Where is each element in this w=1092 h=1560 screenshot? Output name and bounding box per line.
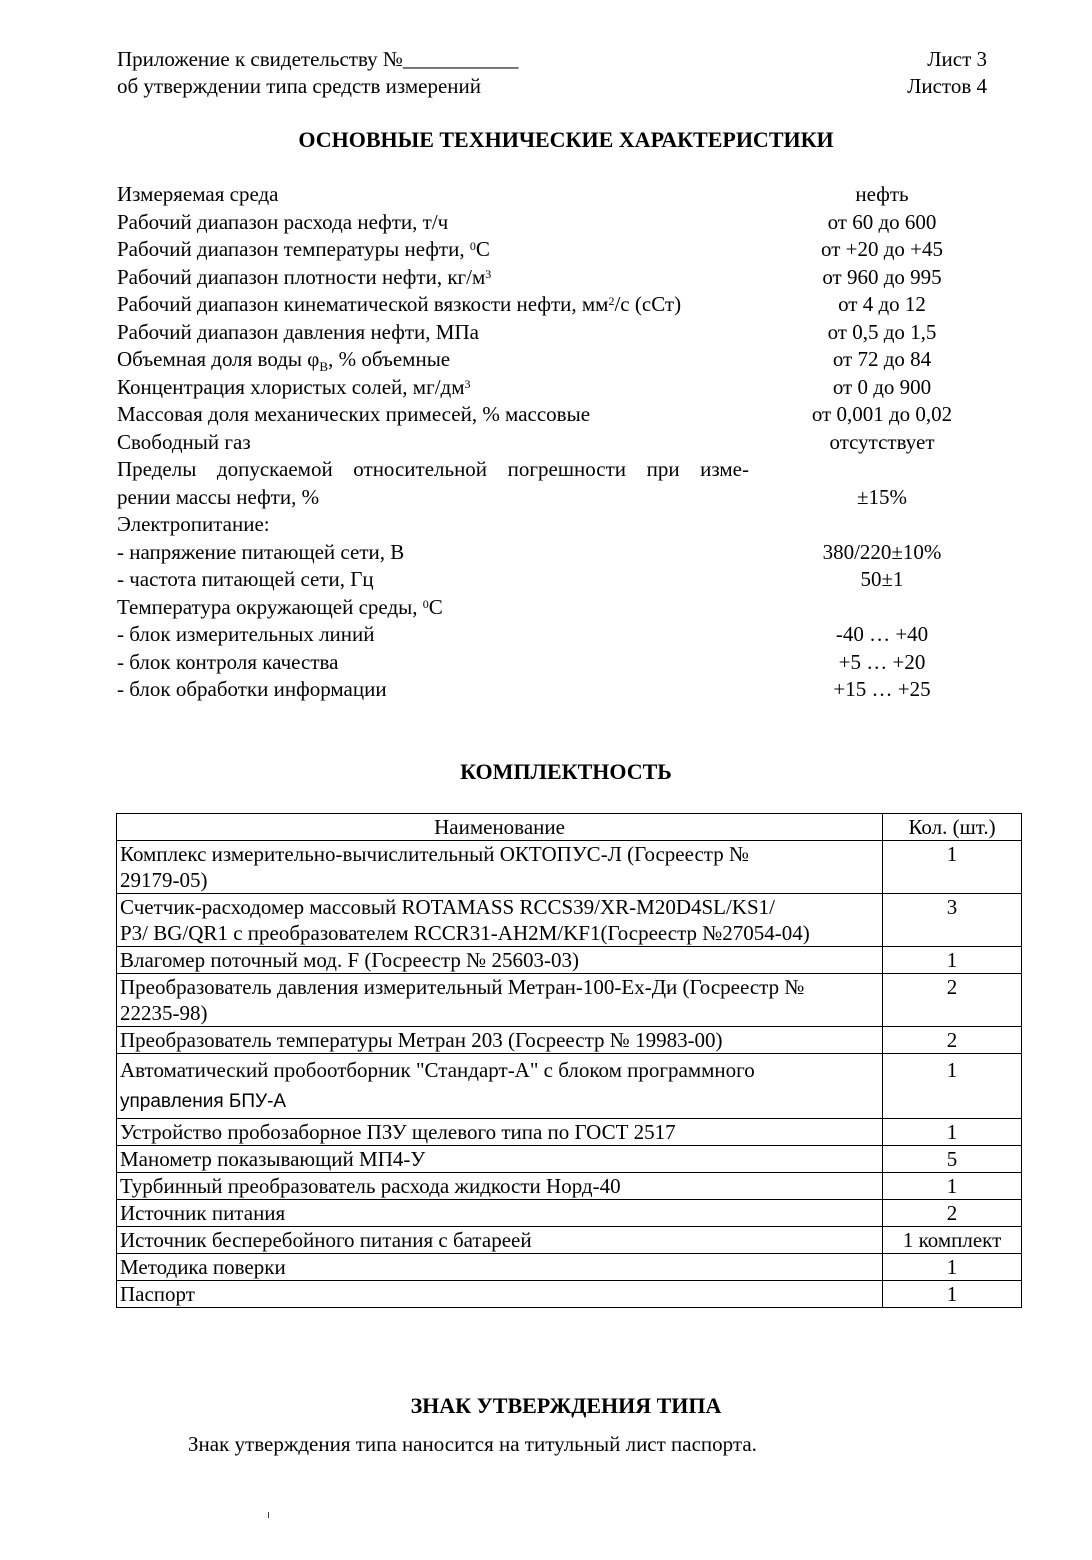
approval-text: Знак утверждения типа наносится на титульный лист паспорта. xyxy=(188,1432,757,1456)
spec-label: Массовая доля механических примесей, % массовые xyxy=(117,402,591,426)
item-qty: 1 xyxy=(883,947,1022,974)
spec-value: +5 … +20 xyxy=(838,649,926,674)
spec-label: - блок обработки информации xyxy=(117,677,387,701)
table-row xyxy=(117,1146,1022,1173)
item-name: Методика поверки xyxy=(117,1254,883,1281)
spec-label: - напряжение питающей сети, В xyxy=(117,539,405,564)
kit-table xyxy=(116,813,1022,1308)
table-row xyxy=(117,974,1022,1027)
spec-value: от 0,5 до 1,5 xyxy=(827,319,937,344)
kit-section-title: КОМПЛЕКТНОСТЬ xyxy=(460,759,672,784)
spec-label: Концентрация хлористых солей, $мг/дм^3$ xyxy=(117,374,471,399)
spec-value: от 0 до 900 xyxy=(832,374,932,399)
spec-row xyxy=(117,539,987,567)
table-row xyxy=(117,1254,1022,1281)
spec-value xyxy=(777,511,987,539)
spec-row xyxy=(117,566,987,594)
spec-label: Рабочий диапазон плотности нефти, $кг/м^3$ xyxy=(117,264,492,289)
table-row xyxy=(117,1027,1022,1054)
item-name: Преобразователь давления измерительный Метран-100-Ех-Ди (Госреестр № 22235-98) xyxy=(117,974,883,1027)
item-qty: 1 комплект xyxy=(883,1227,1022,1254)
spec-label: Температура окружающей среды, $^0$С xyxy=(117,594,443,619)
spec-label: рении массы нефти, % xyxy=(117,484,320,509)
item-qty: 1 xyxy=(883,1119,1022,1146)
table-row xyxy=(117,1227,1022,1254)
sheets-total: Листов 4 xyxy=(907,74,987,98)
spec-value: +15 … +25 xyxy=(833,677,931,701)
spec-row xyxy=(117,181,987,209)
spec-value: 380/220±10% xyxy=(822,539,942,564)
table-row xyxy=(117,841,1022,894)
column-header-name: Наименование xyxy=(117,814,883,841)
table-row xyxy=(117,894,1022,947)
spec-row xyxy=(117,676,987,704)
spec-value: от 72 до 84 xyxy=(832,347,932,371)
spec-row xyxy=(117,374,987,402)
item-qty: 3 xyxy=(883,894,1022,947)
item-qty: 1 xyxy=(883,841,1022,894)
spec-row xyxy=(117,319,987,347)
table-row xyxy=(117,1119,1022,1146)
table-row xyxy=(117,1173,1022,1200)
item-qty: 1 xyxy=(883,1173,1022,1200)
approval-type-line: об утверждении типа средств измерений xyxy=(117,74,482,98)
item-qty: 2 xyxy=(883,974,1022,1027)
item-qty: 1 xyxy=(883,1281,1022,1308)
spec-row xyxy=(117,649,987,677)
item-name: Автоматический пробоотборник "Стандарт-А" с блоком программного управления БПУ-А xyxy=(117,1054,883,1119)
spec-row xyxy=(117,621,987,649)
table-row xyxy=(117,1054,1022,1119)
spec-value: от 960 до 995 xyxy=(822,264,942,289)
spec-value: от 4 до 12 xyxy=(838,292,926,316)
item-name: Манометр показывающий МП4-У xyxy=(117,1146,883,1173)
spec-row xyxy=(117,264,987,292)
item-name: Паспорт xyxy=(117,1281,883,1308)
item-qty: 1 xyxy=(883,1254,1022,1281)
item-qty: 5 xyxy=(883,1146,1022,1173)
document-header-left xyxy=(117,46,518,100)
spec-row xyxy=(117,236,987,264)
spec-label: Электропитание: xyxy=(117,512,270,536)
item-name: Турбинный преобразователь расхода жидкости Норд-40 xyxy=(117,1173,883,1200)
sheet-number: Лист 3 xyxy=(927,47,987,71)
document-header-right xyxy=(907,46,987,100)
item-name: Комплекс измерительно-вычислительный ОКТОПУС-Л (Госреестр № 29179-05) xyxy=(117,841,883,894)
spec-value: ±15% xyxy=(856,484,908,509)
table-header-row xyxy=(117,814,1022,841)
item-name: Устройство пробозаборное ПЗУ щелевого типа по ГОСТ 2517 xyxy=(117,1119,883,1146)
item-name: Счетчик-расходомер массовый ROTAMASS RCCS39/XR-M20D4SL/KS1/ P3/ BG/QR1 с преобразователем RCCR31-AH2M/KF1(Госреестр №27054-04) xyxy=(117,894,883,947)
item-qty: 2 xyxy=(883,1200,1022,1227)
item-name: Влагомер поточный мод. F (Госреестр № 25603-03) xyxy=(117,947,883,974)
spec-row xyxy=(117,401,987,429)
spec-label: Рабочий диапазон расхода нефти, т/ч xyxy=(117,209,449,234)
spec-value xyxy=(749,456,987,484)
spec-value: -40 … +40 xyxy=(835,622,929,646)
spec-row xyxy=(117,484,987,512)
spec-value: от +20 до +45 xyxy=(820,237,944,261)
spec-label: Объемная доля воды $\varphi_В$, % объемные xyxy=(117,347,451,375)
spec-label: - частота питающей сети, Гц xyxy=(117,567,374,591)
specs-section-title: ОСНОВНЫЕ ТЕХНИЧЕСКИЕ ХАРАКТЕРИСТИКИ xyxy=(298,127,834,152)
spec-row xyxy=(117,511,987,539)
table-row xyxy=(117,947,1022,974)
spec-value: от 60 до 600 xyxy=(827,209,937,234)
approval-section-title: ЗНАК УТВЕРЖДЕНИЯ ТИПА xyxy=(410,1393,722,1418)
spec-label: Рабочий диапазон давления нефти, МПа xyxy=(117,319,479,344)
item-name: Преобразователь температуры Метран 203 (Госреестр № 19983-00) xyxy=(117,1027,883,1054)
spec-label: Свободный газ xyxy=(117,429,251,454)
item-qty: 1 xyxy=(883,1054,1022,1119)
table-row xyxy=(117,1200,1022,1227)
spec-value: нефть xyxy=(855,182,909,206)
spec-label: Рабочий диапазон температуры нефти, $^0$С xyxy=(117,237,490,261)
spec-label: - блок измерительных линий xyxy=(117,622,375,646)
spec-label: - блок контроля качества xyxy=(117,649,339,674)
item-name: Источник питания xyxy=(117,1200,883,1227)
spec-value: отсутствует xyxy=(829,429,935,454)
spec-row xyxy=(117,291,987,319)
spec-row xyxy=(117,429,987,457)
spec-row xyxy=(117,346,987,374)
spec-label: Измеряемая среда xyxy=(117,182,279,206)
spec-value: 50±1 xyxy=(860,567,904,591)
table-row xyxy=(117,1281,1022,1308)
spec-value xyxy=(777,594,987,622)
item-name: Источник бесперебойного питания с батареей xyxy=(117,1227,883,1254)
spec-label: Рабочий диапазон кинематической вязкости нефти, $мм^2/с$ (сСт) xyxy=(117,292,682,316)
specs-list xyxy=(117,181,987,704)
spec-row xyxy=(117,594,987,622)
column-header-qty: Кол. (шт.) xyxy=(883,814,1022,841)
spec-row xyxy=(117,209,987,237)
item-qty: 2 xyxy=(883,1027,1022,1054)
certificate-appendix-line: Приложение к свидетельству №___________ xyxy=(117,47,519,71)
spec-value: от 0,001 до 0,02 xyxy=(811,402,953,426)
spec-label: Пределы допускаемой относительной погрешности при изме- xyxy=(117,457,749,481)
spec-row xyxy=(117,456,987,484)
scan-mark xyxy=(268,1512,269,1518)
